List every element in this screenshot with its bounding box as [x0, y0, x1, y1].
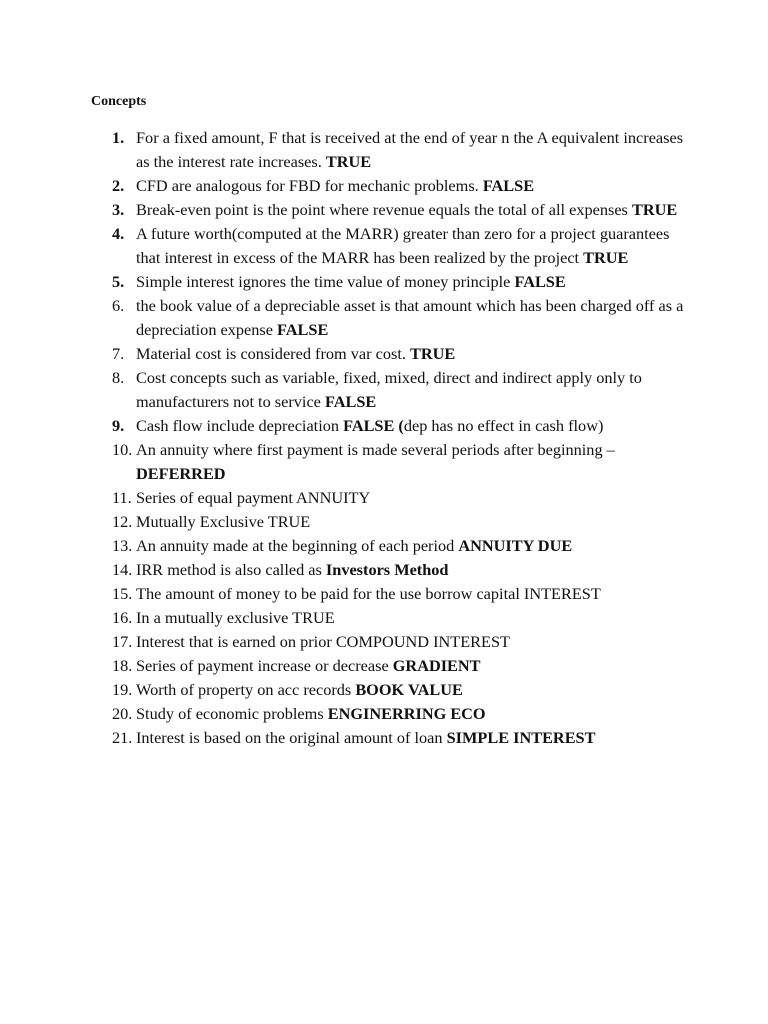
item-answer: DEFERRED: [136, 464, 226, 483]
list-item-5: [112, 270, 692, 294]
list-item-20: [112, 702, 692, 726]
item-number: 3.: [112, 200, 125, 219]
item-answer: Investors Method: [325, 560, 449, 579]
list-item-18: [112, 654, 692, 678]
item-text: An annuity where first payment is made several periods after beginning –: [136, 440, 615, 459]
list-item-21: [112, 726, 692, 750]
item-answer: FALSE (: [343, 416, 404, 435]
item-answer: TRUE: [325, 152, 372, 171]
item-text: CFD are analogous for FBD for mechanic problems.: [136, 176, 479, 195]
item-number: 13.: [112, 536, 133, 555]
list-item-10: [112, 438, 692, 486]
item-number: 6.: [112, 296, 125, 315]
item-text: the book value of a depreciable asset is that amount which has been charged off as a depreciation expense: [136, 296, 684, 339]
list-item-1: [112, 126, 692, 174]
item-number: 4.: [112, 224, 125, 243]
item-answer: TRUE: [631, 200, 678, 219]
item-text: Study of economic problems: [136, 704, 328, 723]
item-text: An annuity made at the beginning of each period: [136, 536, 459, 555]
item-number: 15.: [112, 584, 133, 603]
item-text: The amount of money to be paid for the use borrow capital INTEREST: [136, 584, 601, 603]
item-answer: FALSE: [277, 320, 329, 339]
item-text: Series of payment increase or decrease: [136, 656, 389, 675]
list-item-2: [112, 174, 692, 198]
concept-list: [112, 126, 692, 750]
item-number: 20.: [112, 704, 133, 723]
item-text: Interest that is earned on prior COMPOUND INTEREST: [136, 632, 510, 651]
list-item-14: [112, 558, 692, 582]
item-number: 12.: [112, 512, 133, 531]
item-text: Cost concepts such as variable, fixed, mixed, direct and indirect apply only to manufacturers not to service: [136, 368, 642, 411]
item-text: For a fixed amount, F that is received at the end of year n the A equivalent increases as the interest rate increases.: [136, 128, 684, 171]
item-number: 18.: [112, 656, 133, 675]
list-item-6: [112, 294, 692, 342]
item-text: Material cost is considered from var cost.: [136, 344, 406, 363]
list-item-15: [112, 582, 692, 606]
item-text: IRR method is also called as: [136, 560, 326, 579]
item-text: Interest is based on the original amount of loan: [136, 728, 447, 747]
item-answer: FALSE: [324, 392, 377, 411]
item-answer: GRADIENT: [392, 656, 481, 675]
item-number: 11.: [112, 488, 132, 507]
item-number: 16.: [112, 608, 133, 627]
list-item-11: [112, 486, 692, 510]
list-item-7: [112, 342, 692, 366]
item-answer: ANNUITY DUE: [458, 536, 573, 555]
list-item-17: [112, 630, 692, 654]
page-heading: Concepts: [91, 94, 147, 109]
list-item-13: [112, 534, 692, 558]
item-text: Mutually Exclusive TRUE: [136, 512, 311, 531]
item-text: A future worth(computed at the MARR) greater than zero for a project guarantees that interest in excess of the MARR has been realized by the project: [136, 224, 670, 267]
list-item-8: [112, 366, 692, 414]
item-number: 14.: [112, 560, 133, 579]
item-answer: TRUE: [583, 248, 629, 267]
item-answer: SIMPLE INTEREST: [446, 728, 596, 747]
list-item-16: [112, 606, 692, 630]
item-text: Cash flow include depreciation: [136, 416, 339, 435]
list-item-4: [112, 222, 692, 270]
item-answer: TRUE: [410, 344, 456, 363]
item-number: 7.: [112, 344, 125, 363]
item-text: Simple interest ignores the time value of money principle: [136, 272, 511, 291]
list-item-9: [112, 414, 692, 438]
item-text: Break-even point is the point where revenue equals the total of all expenses: [136, 200, 628, 219]
item-number: 17.: [112, 632, 133, 651]
item-number: 2.: [112, 176, 125, 195]
list-item-12: [112, 510, 692, 534]
item-number: 19.: [112, 680, 133, 699]
item-number: 1.: [112, 128, 125, 147]
item-answer: ENGINERRING ECO: [327, 704, 486, 723]
item-number: 10.: [112, 440, 133, 459]
item-answer: BOOK VALUE: [355, 680, 463, 699]
item-text: In a mutually exclusive TRUE: [136, 608, 335, 627]
item-number: 5.: [112, 272, 125, 291]
item-answer: FALSE: [482, 176, 535, 195]
item-text: Worth of property on acc records: [136, 680, 352, 699]
item-number: 9.: [112, 416, 125, 435]
item-text: Series of equal payment ANNUITY: [136, 488, 371, 507]
item-tail: dep has no effect in cash flow): [403, 416, 604, 435]
item-number: 8.: [112, 368, 125, 387]
item-number: 21.: [112, 728, 133, 747]
list-item-3: [112, 198, 692, 222]
item-answer: FALSE: [514, 272, 566, 291]
list-item-19: [112, 678, 692, 702]
